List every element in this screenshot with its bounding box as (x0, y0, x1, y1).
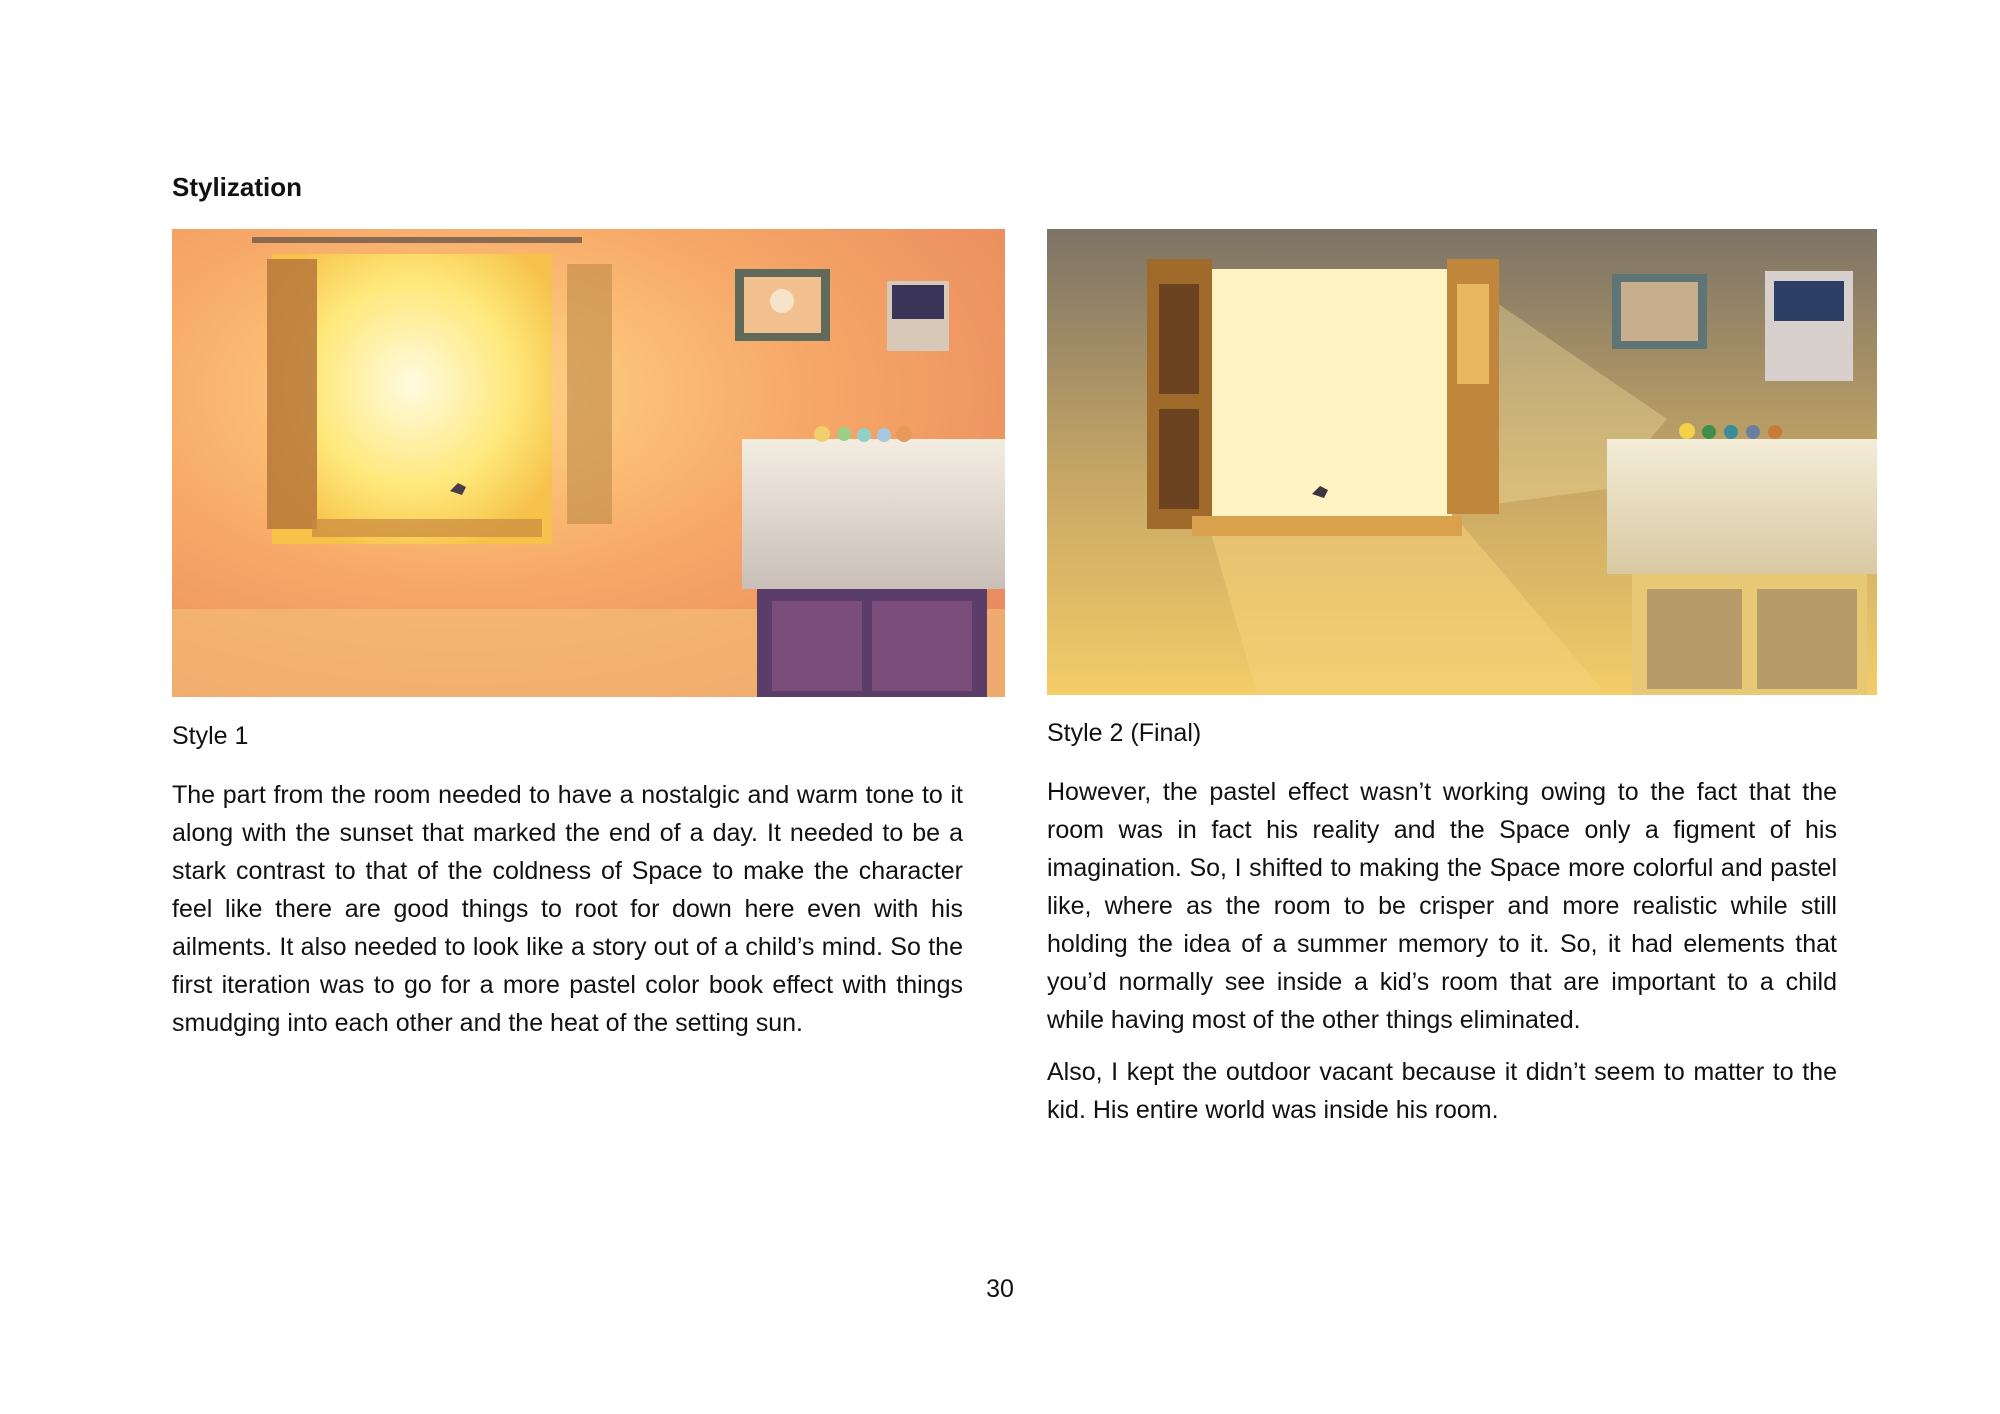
right-column-text (1047, 773, 1837, 1143)
page-number: 30 (986, 1275, 1014, 1303)
style-2-final-illustration (1047, 229, 1877, 695)
style-1-illustration (172, 229, 1005, 697)
style-1-caption: Style 1 (172, 722, 249, 750)
paragraph: Also, I kept the outdoor vacant because it didn’t seem to matter to the kid. His entire world was inside his room. (1047, 1058, 1837, 1124)
paragraph: However, the pastel effect wasn’t working owing to the fact that the room was in fact his reality and the Space only a figment of his imagination. So, I shifted to making the Space more colorful and pastel like, where as the room to be crisper and more realistic while still holding the idea of a summer memory to it. So, it had elements that you’d normally see inside a kid’s room that are important to a child while having most of the other things eliminated. (1047, 778, 1837, 1034)
style-2-caption: Style 2 (Final) (1047, 719, 1202, 747)
left-column-text (172, 776, 963, 1056)
section-heading: Stylization (172, 172, 303, 202)
paragraph: The part from the room needed to have a nostalgic and warm tone to it along with the sunset that marked the end of a day. It needed to be a stark contrast to that of the coldness of Space to make the character feel like there are good things to root for down here even with his ailments. It also needed to look like a story out of a child’s mind. So the first iteration was to go for a more pastel color book effect with things smudging into each other and the heat of the setting sun. (172, 781, 963, 1037)
